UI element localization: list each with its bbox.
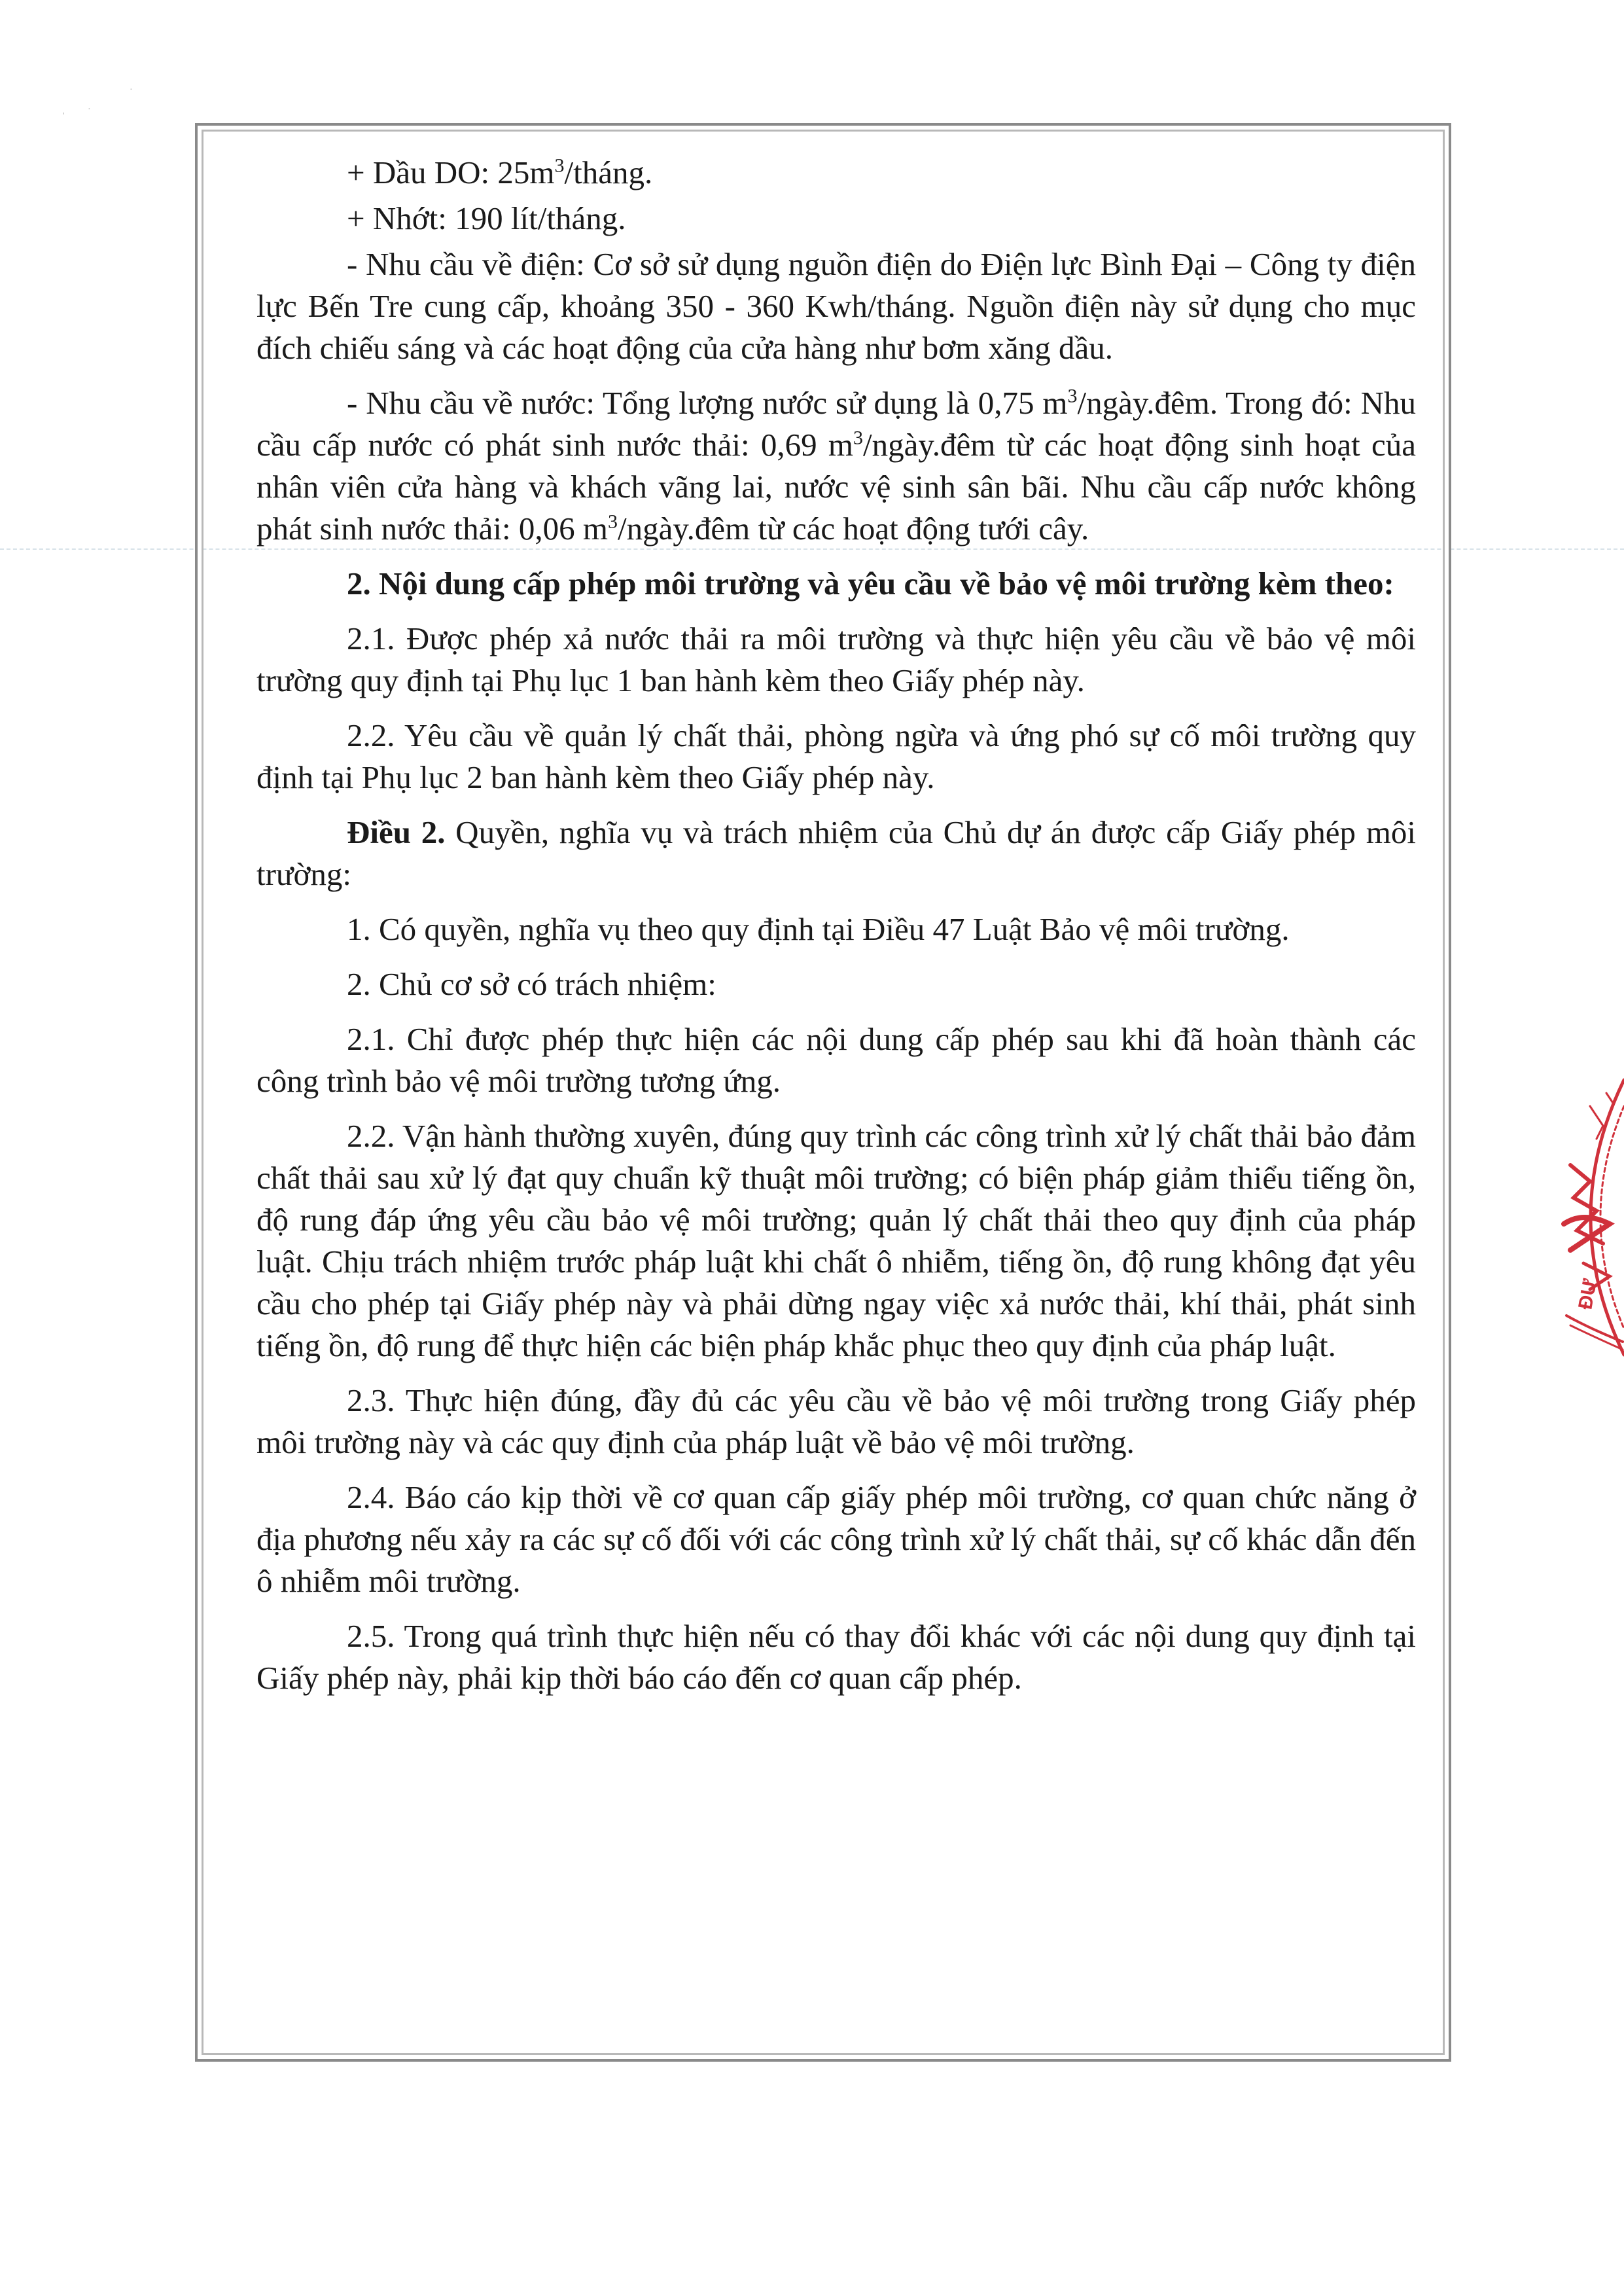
scan-dust-mark: ' xyxy=(63,111,65,121)
superscript-exponent: 3 xyxy=(853,427,864,449)
stamp-fragment-text: ĐƯ xyxy=(1574,1277,1601,1312)
text-run: - Nhu cầu về điện: Cơ sở sử dụng nguồn điện do Điện lực Bình Đại – Công ty điện lực Bến Tre cung cấp, khoảng 350 - 360 Kwh/tháng. Nguồn điện này sử dụng cho mục đích chiếu sáng và các hoạt động của cửa hàng như bơm xăng dầu. xyxy=(256,246,1416,366)
paragraph xyxy=(256,1115,1416,1367)
text-run: + Nhớt: 190 lít/tháng. xyxy=(347,200,626,236)
paragraph xyxy=(256,1477,1416,1602)
paragraph xyxy=(256,963,1416,1005)
paragraph xyxy=(256,1018,1416,1102)
text-run: /ngày.đêm. Trong đó: Nhu cầu cấp nước có phát sinh nước thải: 0,69 m xyxy=(256,385,1416,463)
text-run: 2. Chủ cơ sở có trách nhiệm: xyxy=(347,966,716,1002)
superscript-exponent: 3 xyxy=(1067,385,1078,407)
text-run: - Nhu cầu về nước: Tổng lượng nước sử dụng là 0,75 m xyxy=(347,385,1068,421)
text-run: 2.3. Thực hiện đúng, đầy đủ các yêu cầu về bảo vệ môi trường trong Giấy phép môi trường này và các quy định của pháp luật về bảo vệ môi trường. xyxy=(256,1382,1416,1460)
text-run: /ngày.đêm từ các hoạt động tưới cây. xyxy=(617,511,1089,547)
text-run: /tháng. xyxy=(564,154,653,190)
paragraph xyxy=(256,243,1416,369)
text-run: 2. Nội dung cấp phép môi trường và yêu cầu về bảo vệ môi trường kèm theo: xyxy=(347,565,1394,601)
text-run: 2.5. Trong quá trình thực hiện nếu có thay đổi khác với các nội dung quy định tại Giấy phép này, phải kịp thời báo cáo đến cơ quan cấp phép. xyxy=(256,1618,1416,1696)
red-seal-stamp-icon xyxy=(1551,1067,1624,1368)
paragraph xyxy=(256,1380,1416,1463)
paragraph xyxy=(256,715,1416,798)
superscript-exponent: 3 xyxy=(607,511,618,533)
text-run: Quyền, nghĩa vụ và trách nhiệm của Chủ dự án được cấp Giấy phép môi trường: xyxy=(256,814,1417,892)
paragraph xyxy=(256,382,1416,550)
text-run: 2.2. Vận hành thường xuyên, đúng quy trình các công trình xử lý chất thải bảo đảm chất thải sau xử lý đạt quy chuẩn kỹ thuật môi trường; có biện pháp giảm thiểu tiếng ồn, độ rung đáp ứng yêu cầu bảo vệ môi trường; quản lý chất thải theo quy định của pháp luật. Chịu trách nhiệm trước pháp luật khi chất ô nhiễm, tiếng ồn, độ rung không đạt yêu cầu cho phép tại Giấy phép này và phải dừng ngay việc xả nước thải, khí thải, phát sinh tiếng ồn, độ rung để thực hiện các biện pháp khắc phục theo quy định của pháp luật. xyxy=(256,1118,1416,1363)
text-run: 2.2. Yêu cầu về quản lý chất thải, phòng ngừa và ứng phó sự cố môi trường quy định tại Phụ lục 2 ban hành kèm theo Giấy phép này. xyxy=(256,717,1416,795)
paragraph xyxy=(256,152,1416,194)
paragraph xyxy=(256,618,1416,702)
text-run: 2.1. Chỉ được phép thực hiện các nội dung cấp phép sau khi đã hoàn thành các công trình bảo vệ môi trường tương ứng. xyxy=(256,1021,1416,1099)
text-run: /ngày.đêm từ các hoạt động sinh hoạt của nhân viên cửa hàng và khách vãng lai, nước vệ sinh sân bãi. Nhu cầu cấp nước không phát sinh nước thải: 0,06 m xyxy=(256,427,1416,547)
section-heading xyxy=(256,563,1416,605)
paragraph xyxy=(256,198,1416,240)
scan-dust-mark: · xyxy=(130,85,133,95)
document-body xyxy=(256,152,1416,1712)
text-run: + Dầu DO: 25m xyxy=(347,154,555,190)
paragraph xyxy=(256,1615,1416,1699)
scan-dust-mark: · xyxy=(88,105,91,115)
text-run: 2.1. Được phép xả nước thải ra môi trường và thực hiện yêu cầu về bảo vệ môi trường quy định tại Phụ lục 1 ban hành kèm theo Giấy phép này. xyxy=(256,620,1416,698)
text-run: 1. Có quyền, nghĩa vụ theo quy định tại Điều 47 Luật Bảo vệ môi trường. xyxy=(347,911,1290,947)
superscript-exponent: 3 xyxy=(554,154,565,177)
article-label: Điều 2. xyxy=(347,814,446,850)
paragraph xyxy=(256,812,1416,895)
paragraph xyxy=(256,908,1416,950)
text-run: 2.4. Báo cáo kịp thời về cơ quan cấp giấy phép môi trường, cơ quan chức năng ở địa phương nếu xảy ra các sự cố đối với các công trình xử lý chất thải, sự cố khác dẫn đến ô nhiễm môi trường. xyxy=(256,1479,1416,1599)
